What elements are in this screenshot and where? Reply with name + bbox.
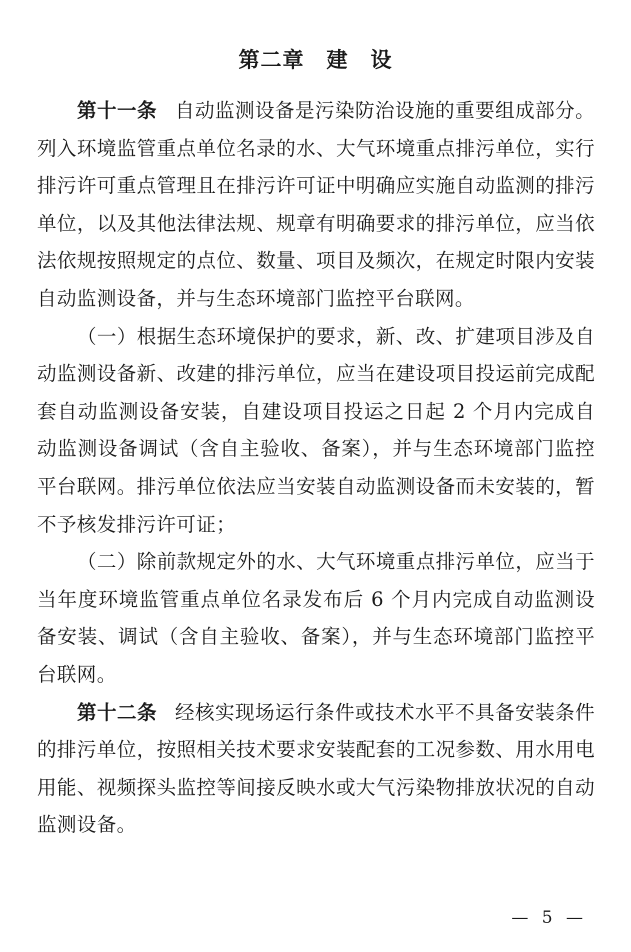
article-12-paragraph [37,694,595,844]
article-12-text: 经核实现场运行条件或技术水平不具备安装条件的排污单位，按照相关技术要求安装配套的工况参数、用水用电用能、视频探头监控等间接反映水或大气污染物排放状况的自动监测设备。 [37,700,595,837]
article-11-item-2: （二）除前款规定外的水、大气环境重点排污单位，应当于当年度环境监管重点单位名录发布后 6 个月内完成自动监测设备安装、调试（含自主验收、备案），并与生态环境部门监控平台联网。 [37,550,595,686]
article-11-paragraph [37,92,595,318]
document-body [37,92,595,844]
article-11-number: 第十一条 [77,99,158,122]
page-number: — 5 — [511,908,587,928]
article-11-item-1: （一）根据生态环境保护的要求，新、改、扩建项目涉及自动监测设备新、改建的排污单位，应当在建设项目投运前完成配套自动监测设备安装，自建设项目投运之日起 2 个月内完成自动监测设备调试（含自主验收、备案），并与生态环境部门监控平台联网。排污单位依法应当安装自动监测设备而未安装的，暂不予核发排污许可证； [37,324,595,536]
article-11-text: 自动监测设备是污染防治设施的重要组成部分。列入环境监管重点单位名录的水、大气环境重点排污单位，实行排污许可重点管理且在排污许可证中明确应实施自动监测的排污单位，以及其他法律法规、规章有明确要求的排污单位，应当依法依规按照规定的点位、数量、项目及频次，在规定时限内安装自动监测设备，并与生态环境部门监控平台联网。 [37,99,595,310]
article-12-number: 第十二条 [77,700,158,724]
chapter-title: 第二章 建 设 [238,47,393,72]
